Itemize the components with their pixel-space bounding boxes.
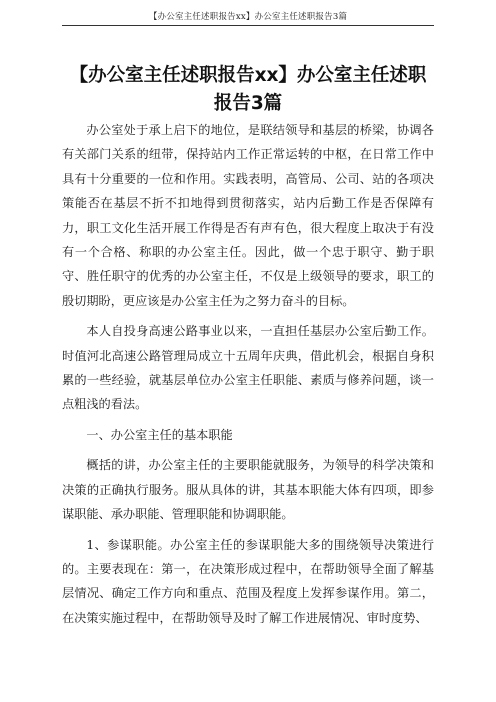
- document-title: 【办公室主任述职报告xx】办公室主任述职报告3篇: [69, 65, 427, 114]
- section-heading: 一、办公室主任的基本职能: [86, 427, 233, 442]
- running-header: 【办公室主任述职报告xx】办公室主任述职报告3篇: [148, 12, 348, 22]
- paragraph: 1、参谋职能。办公室主任的参谋职能大多的围绕领导决策进行的。主要表现在：第一，在决策形成过程中，在帮助领导全面了解基层情况、确定工作方向和重点、范围及程度上发挥参谋作用。第二，在决策实施过程中，在帮助领导及时了解工作进展情况、审时度势、: [62, 537, 434, 625]
- header-divider: [62, 25, 434, 26]
- document-body: [62, 118, 434, 630]
- paragraph: 本人自投身高速公路事业以来，一直担任基层办公室后勤工作。时值河北高速公路管理局成立十五周年庆典，借此机会，根据自身积累的一些经验，就基层单位办公室主任职能、素质与修养问题，谈一点粗浅的看法。: [62, 324, 434, 412]
- paragraph: 概括的讲，办公室主任的主要职能就服务，为领导的科学决策和决策的正确执行服务。服从具体的讲，其基本职能大体有四项，即参谋职能、承办职能、管理职能和协调职能。: [62, 458, 434, 522]
- paragraph: 办公室处于承上启下的地位，是联结领导和基层的桥梁，协调各有关部门关系的纽带，保持站内工作正常运转的中枢，在日常工作中具有十分重要的一位和作用。实践表明，高管局、公司、站的各项决策能否在基层不折不扣地得到贯彻落实，站内后勤工作是否保障有力，职工文化生活开展工作得是否有声有色，很大程度上取决于有没有一个合格、称职的办公室主任。因此，做一个忠于职守、勤于职守、胜任职守的优秀的办公室主任，不仅是上级领导的要求，职工的殷切期盼，更应该是办公室主任为之努力奋斗的目标。: [62, 123, 434, 308]
